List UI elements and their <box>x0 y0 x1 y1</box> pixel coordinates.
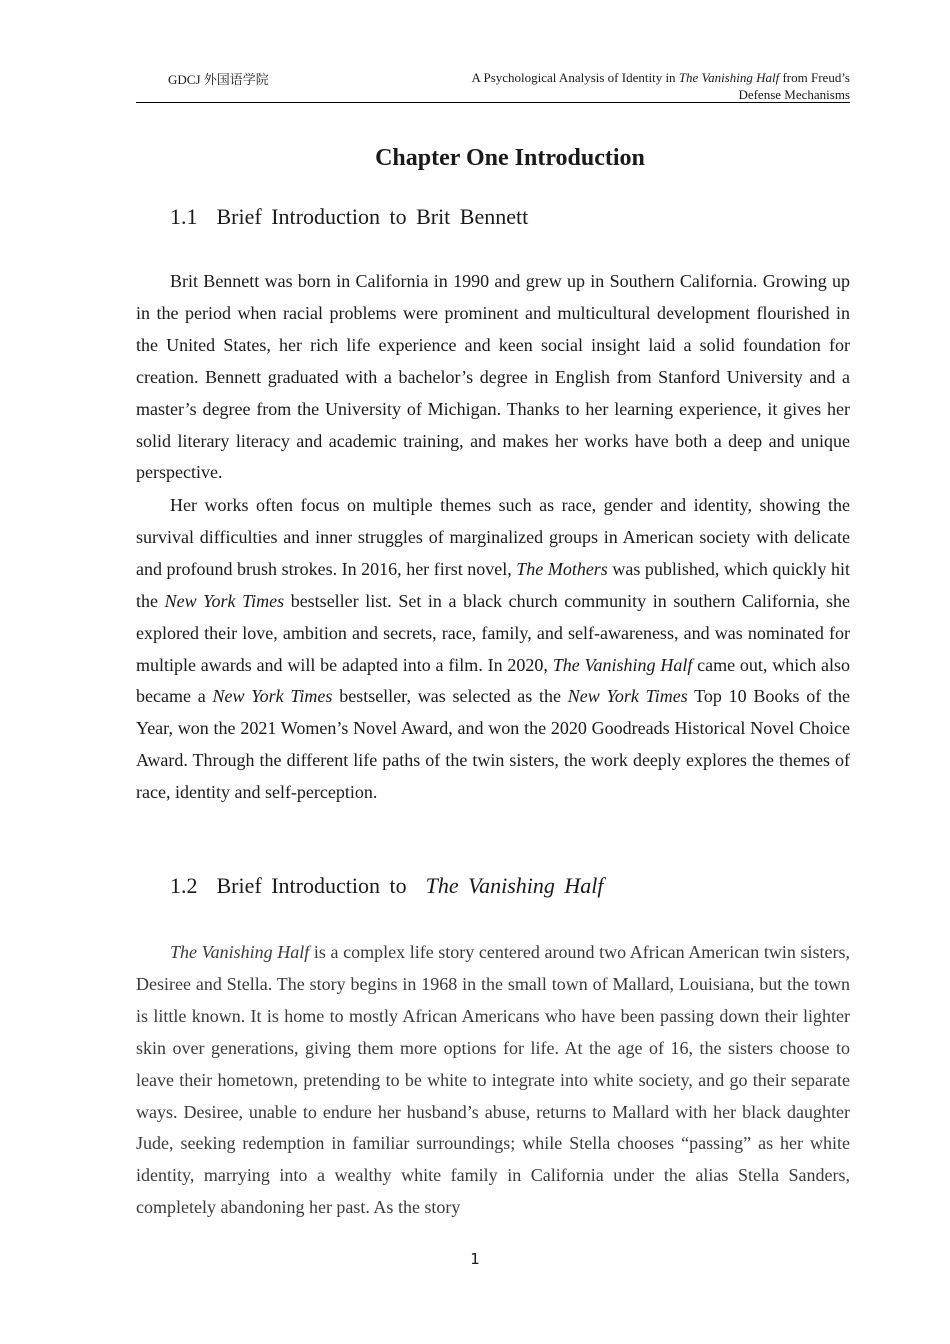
text-run: came out, which also became a <box>136 654 850 707</box>
section-heading-1-1 <box>170 204 528 230</box>
running-header <box>136 66 850 103</box>
header-title-italic: The Vanishing Half <box>678 70 780 85</box>
newspaper-title: New York Times <box>164 590 285 611</box>
header-institution: GDCJ 外国语学院 <box>168 72 269 87</box>
text-run: Her works often focus on multiple themes such as race, gender and identity, showing the survival difficulties and inner struggles of marginalized groups in American society with delicate and profound brush strokes. In 2016, her first novel, <box>136 495 850 579</box>
section-title: Brief Introduction to <box>216 873 417 898</box>
header-title-line2: Defense Mechanisms <box>738 87 850 102</box>
book-title: The Vanishing Half <box>552 654 693 675</box>
paragraph-2 <box>136 490 850 809</box>
chapter-title: Chapter One Introduction <box>375 145 645 171</box>
text-run: was published, which quickly hit the <box>136 558 850 611</box>
book-title: The Vanishing Half <box>170 942 310 962</box>
newspaper-title: New York Times <box>567 686 688 707</box>
paragraph-1: Brit Bennett was born in California in 1990 and grew up in Southern California. Growing up in the period when racial problems were prominent and multicultural development flourished in the United States, her rich life experience and keen social insight laid a solid foundation for creation. Bennett graduated with a bachelor’s degree in English from Stanford University and a master’s degree from the University of Michigan. Thanks to her learning experience, it gives her solid literary literacy and academic training, and makes her works have both a deep and unique perspective. <box>136 271 850 483</box>
page-number: 1 <box>470 1250 480 1268</box>
section-heading-1-2 <box>170 873 603 899</box>
paragraph-3 <box>136 937 850 1224</box>
text-run: Top 10 Books of the Year, won the 2021 Women’s Novel Award, and won the 2020 Goodreads Historical Novel Choice Award. Through the different life paths of the twin sisters, the work deeply explores the themes of race, identity and self-perception. <box>136 686 850 803</box>
section-title: Brief Introduction to Brit Bennett <box>216 204 529 229</box>
book-title: The Mothers <box>516 558 608 579</box>
header-thesis-title <box>370 69 850 103</box>
section-number: 1.2 <box>170 873 198 898</box>
newspaper-title: New York Times <box>212 686 333 707</box>
text-run: bestseller list. Set in a black church community in southern California, she explored their love, ambition and secrets, race, family, and self-awareness, and was nominated for multiple awards and will be adapted into a film. In 2020, <box>136 590 850 675</box>
header-title-pre: A Psychological Analysis of Identity in <box>471 70 679 85</box>
text-run: is a complex life story centered around two African American twin sisters, Desiree and Stella. The story begins in 1968 in the small town of Mallard, Louisiana, but the town is little known. It is home to mostly African Americans who have been passing down their lighter skin over generations, giving them more options for life. At the age of 16, the sisters choose to leave their hometown, pretending to be white to integrate into white society, and go their separate ways. Desiree, unable to endure her husband’s abuse, returns to Mallard with her black daughter Jude, seeking redemption in familiar surroundings; while Stella chooses “passing” as her white identity, marrying into a wealthy white family in California under the alias Stella Sanders, completely abandoning her past. As the story <box>136 942 850 1218</box>
text-run: bestseller, was selected as the <box>332 686 568 707</box>
section-number: 1.1 <box>170 204 198 229</box>
section-title-italic: The Vanishing Half <box>425 873 604 898</box>
header-title-post: from Freud’s <box>779 70 850 85</box>
